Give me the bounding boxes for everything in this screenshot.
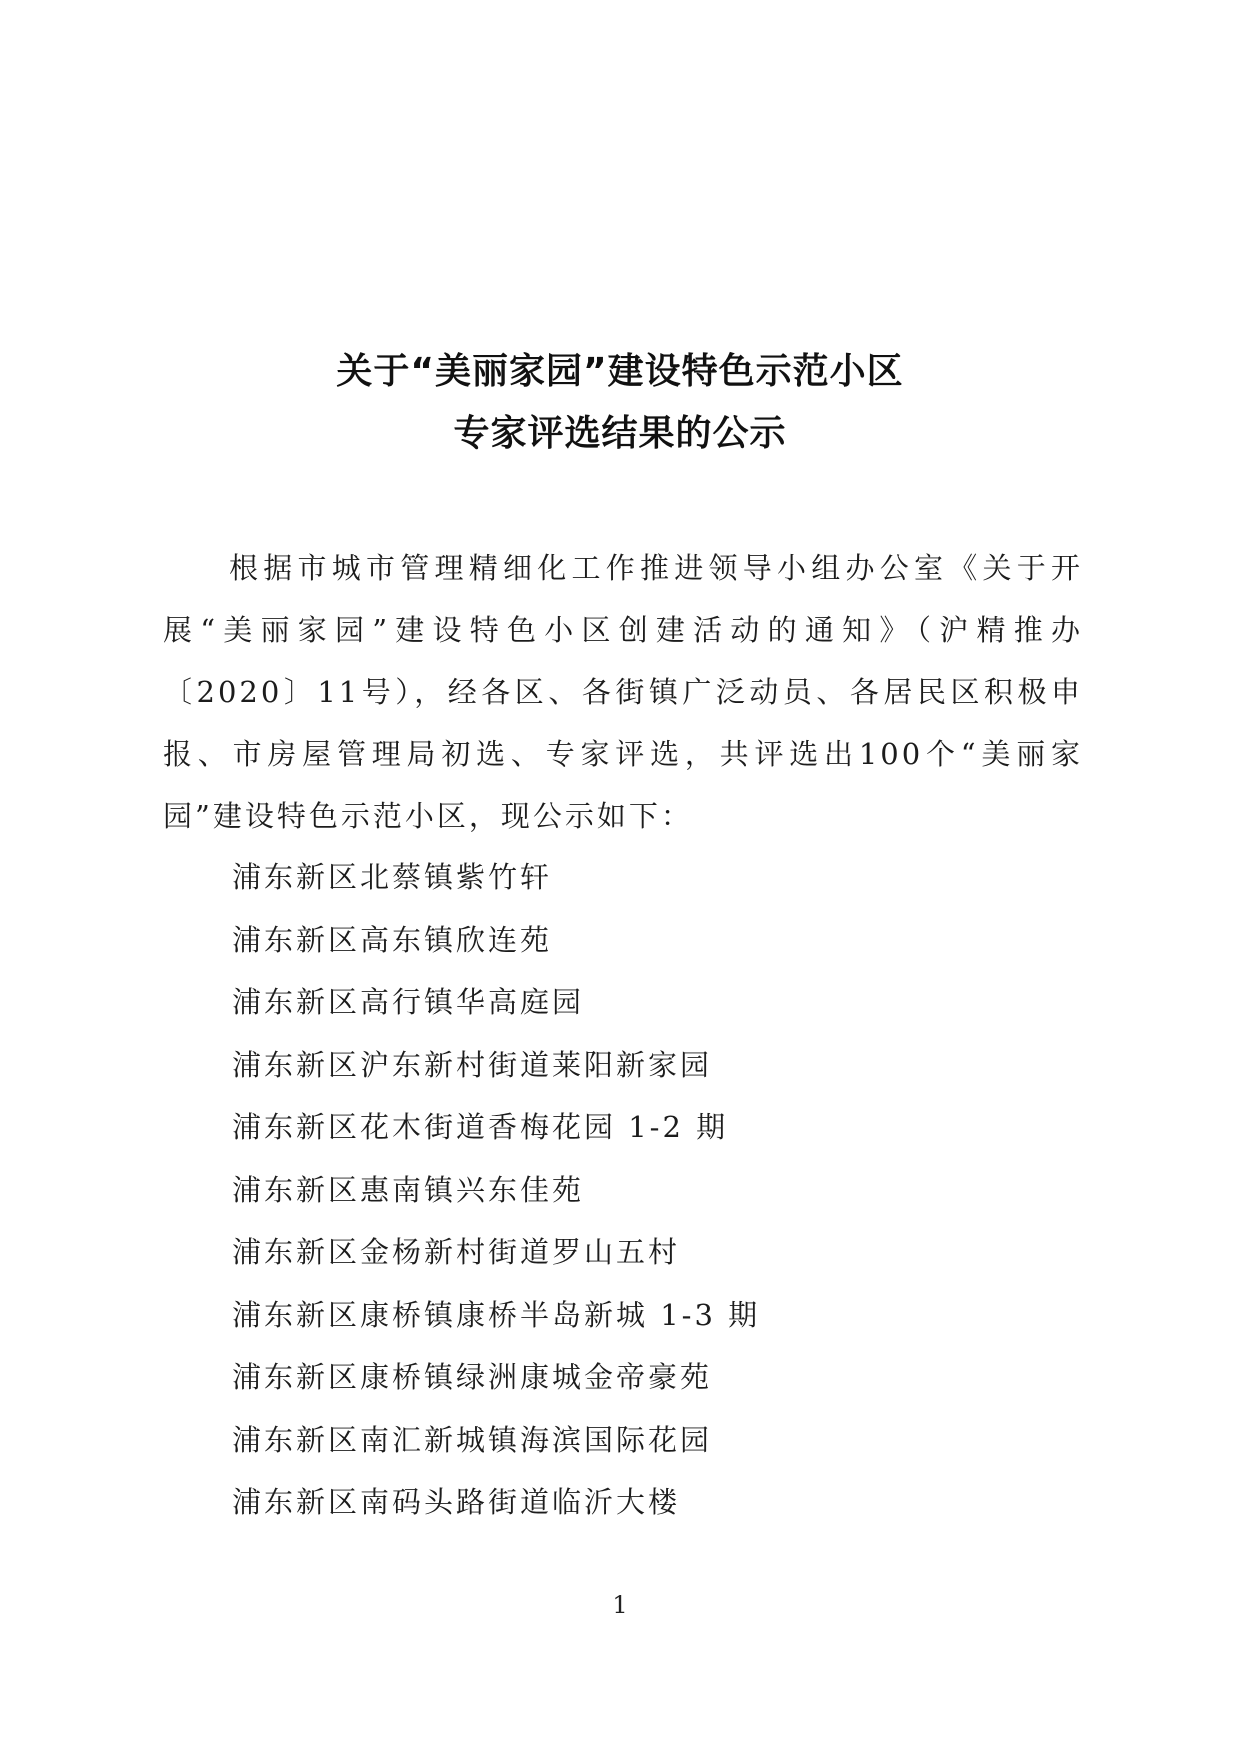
community-list [232,846,760,1534]
list-item: 浦东新区高行镇华高庭园 [232,985,585,1019]
list-item: 浦东新区高东镇欣连苑 [232,922,553,957]
page-number: 1 [612,1591,628,1619]
list-item: 浦东新区沪东新村街道莱阳新家园 [232,1047,713,1082]
list-item: 浦东新区花木街道香梅花园 1-2 期 [232,1110,729,1144]
list-item: 浦东新区南汇新城镇海滨国际花园 [232,1422,713,1457]
intro-paragraph: 根据市城市管理精细化工作推进领导小组办公室《关于开展“美丽家园”建设特色小区创建活动的通知》（沪精推办〔2020〕11号），经各区、各街镇广泛动员、各居民区积极申报、市房屋管理局初选、专家评选，共评选出100个“美丽家园”建设特色示范小区，现公示如下： [163,551,1083,833]
document-title-line-1: 关于“美丽家园”建设特色示范小区 [336,351,904,392]
list-item: 浦东新区康桥镇绿洲康城金帝豪苑 [232,1360,713,1394]
list-item: 浦东新区北蔡镇紫竹轩 [232,860,553,894]
document-title-line-2: 专家评选结果的公示 [453,413,787,454]
list-item: 浦东新区康桥镇康桥半岛新城 1-3 期 [232,1297,761,1332]
list-item: 浦东新区金杨新村街道罗山五村 [232,1235,681,1269]
list-item: 浦东新区惠南镇兴东佳苑 [232,1172,585,1207]
list-item: 浦东新区南码头路街道临沂大楼 [232,1485,681,1519]
